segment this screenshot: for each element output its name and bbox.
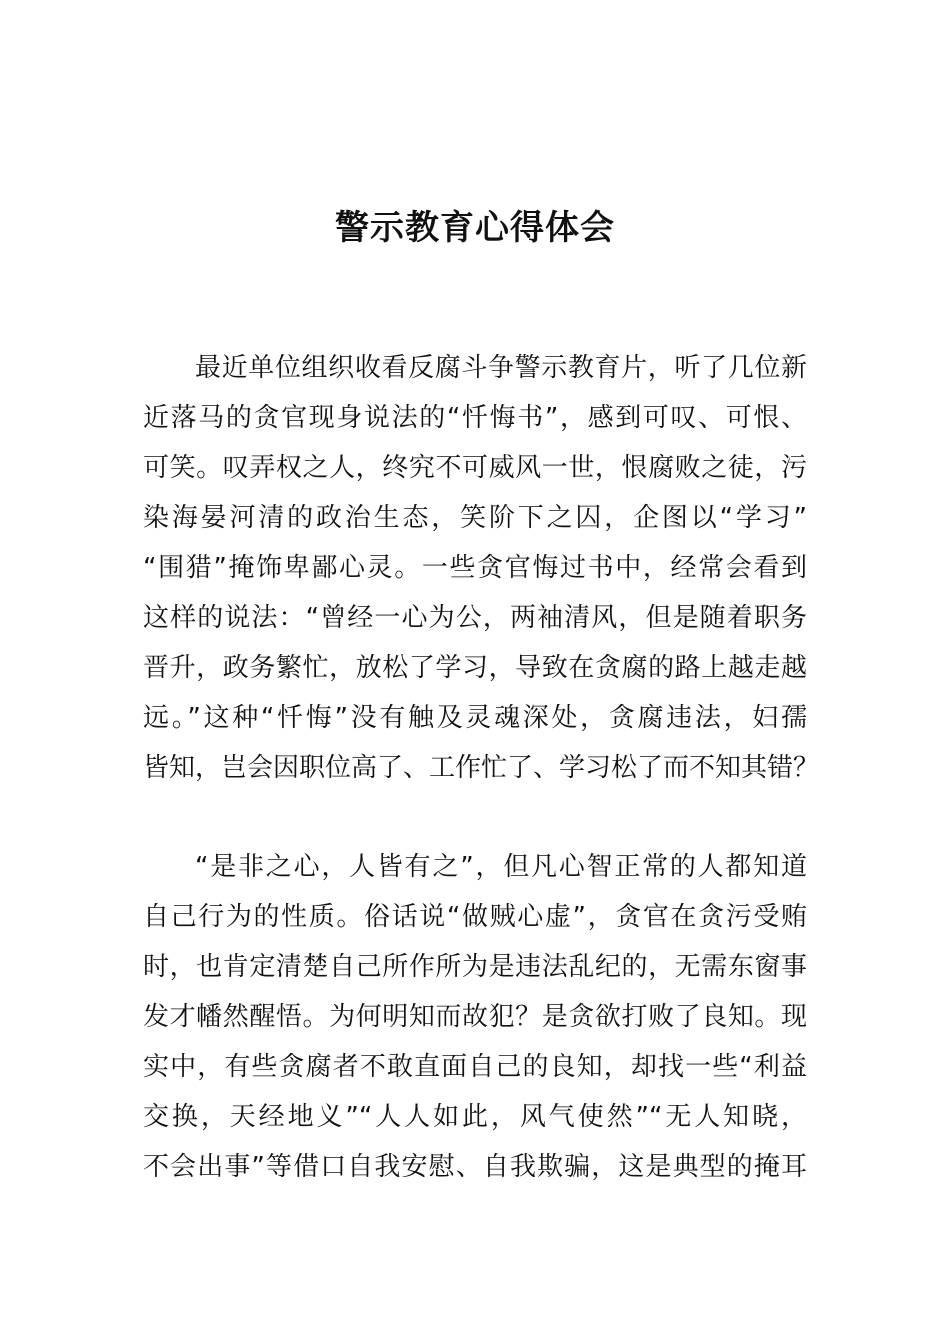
paragraph-line: 皆知，岂会因职位高了、工作忙了、学习松了而不知其错？ [143, 753, 820, 783]
paragraph-line: 近落马的贪官现身说法的“忏悔书”，感到可叹、可恨、 [143, 403, 807, 433]
paragraph-1 [143, 343, 820, 793]
paragraph-line: “是非之心，人皆有之”，但凡心智正常的人都知道 [195, 852, 807, 882]
paragraph-line: 交换，天经地义”“人人如此，风气使然”“无人知晓， [143, 1102, 807, 1132]
paragraph-line: “围猎”掩饰卑鄙心灵。一些贪官悔过书中，经常会看到 [143, 553, 807, 583]
paragraph-line: 发才幡然醒悟。为何明知而故犯？是贪欲打败了良知。现 [143, 1002, 807, 1032]
paragraph-line: 最近单位组织收看反腐斗争警示教育片，听了几位新 [195, 353, 807, 383]
paragraph-line: 不会出事”等借口自我安慰、自我欺骗，这是典型的掩耳 [143, 1152, 807, 1182]
paragraph-line: 可笑。叹弄权之人，终究不可威风一世，恨腐败之徒，污 [143, 453, 807, 483]
page-title: 警示教育心得体会 [335, 208, 615, 248]
paragraph-line: 实中，有些贪腐者不敢直面自己的良知，却找一些“利益 [143, 1052, 807, 1082]
paragraph-line: 染海晏河清的政治生态，笑阶下之囚，企图以“学习” [143, 503, 807, 533]
paragraph-line: 晋升，政务繁忙，放松了学习，导致在贪腐的路上越走越 [143, 653, 807, 683]
paragraph-2 [143, 842, 807, 1192]
paragraph-line: 时，也肯定清楚自己所作所为是违法乱纪的，无需东窗事 [143, 952, 807, 982]
paragraph-line: 自己行为的性质。俗话说“做贼心虚”，贪官在贪污受贿 [143, 902, 807, 932]
paragraph-line: 这样的说法：“曾经一心为公，两袖清风，但是随着职务 [143, 603, 807, 633]
paragraph-line: 远。”这种“忏悔”没有触及灵魂深处，贪腐违法，妇孺 [143, 703, 807, 733]
